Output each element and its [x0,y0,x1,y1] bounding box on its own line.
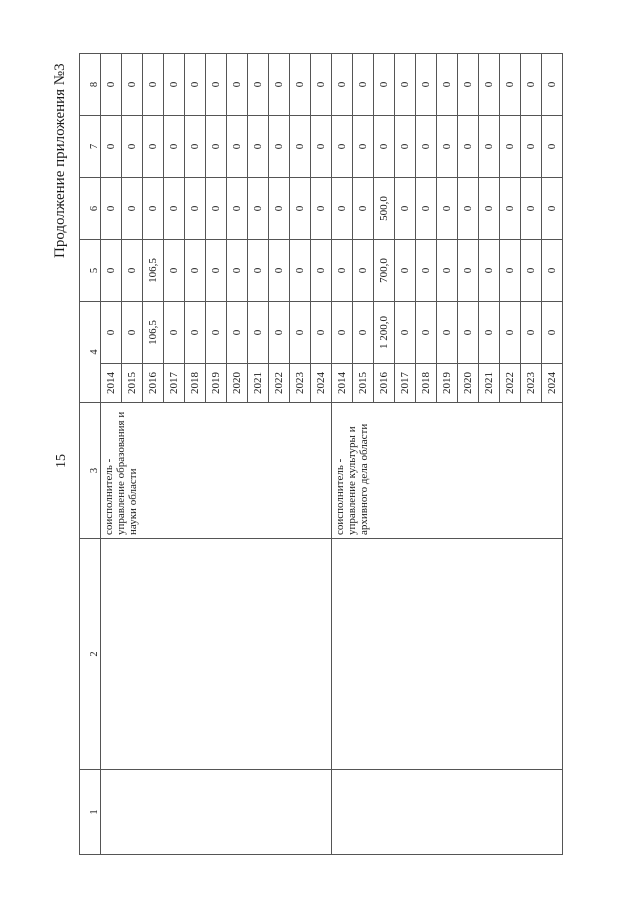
value-cell-c6: 0 [521,178,542,240]
value-cell-c4: 0 [395,302,416,364]
year-cell: 2020 [458,364,479,403]
header-cell-5: 5 [80,240,101,302]
value-cell-c4: 1 200,0 [374,302,395,364]
value-cell-c8: 0 [290,54,311,116]
value-cell-c7: 0 [332,116,353,178]
header-cell-7: 7 [80,116,101,178]
year-cell: 2019 [206,364,227,403]
value-cell-c4: 0 [542,302,563,364]
appendix-caption: Продолжение приложения №3 [52,63,68,258]
value-cell-c8: 0 [206,54,227,116]
year-cell: 2018 [185,364,206,403]
value-cell-c5: 0 [101,240,122,302]
value-cell-c4: 0 [269,302,290,364]
value-cell-c4: 0 [479,302,500,364]
year-cell: 2019 [437,364,458,403]
value-cell-c8: 0 [521,54,542,116]
header-cell-1: 1 [80,770,101,855]
value-cell-c5: 0 [269,240,290,302]
value-cell-c7: 0 [353,116,374,178]
value-cell-c5: 0 [164,240,185,302]
value-cell-c7: 0 [143,116,164,178]
value-cell-c5: 700,0 [374,240,395,302]
value-cell-c5: 0 [395,240,416,302]
value-cell-c5: 0 [437,240,458,302]
value-cell-c6: 0 [353,178,374,240]
budget-table [79,53,563,855]
value-cell-c7: 0 [374,116,395,178]
year-cell: 2016 [143,364,164,403]
value-cell-c6: 0 [437,178,458,240]
value-cell-c4: 0 [437,302,458,364]
value-cell-c8: 0 [500,54,521,116]
value-cell-c4: 0 [311,302,332,364]
value-cell-c8: 0 [374,54,395,116]
value-cell-c4: 0 [290,302,311,364]
value-cell-c6: 0 [458,178,479,240]
value-cell-c5: 106,5 [143,240,164,302]
value-cell-c7: 0 [290,116,311,178]
value-cell-c7: 0 [458,116,479,178]
value-cell-c5: 0 [248,240,269,302]
executor-cell: соисполнитель - управление образования и науки области [101,403,332,539]
executor-cell: соисполнитель - управление культуры и архивного дела области [332,403,563,539]
value-cell-c8: 0 [311,54,332,116]
value-cell-c4: 0 [521,302,542,364]
header-cell-8: 8 [80,54,101,116]
value-cell-c5: 0 [479,240,500,302]
year-cell: 2017 [164,364,185,403]
year-cell: 2014 [332,364,353,403]
value-cell-c7: 0 [206,116,227,178]
value-cell-c7: 0 [416,116,437,178]
value-cell-c8: 0 [101,54,122,116]
table-row [332,54,353,855]
value-cell-c4: 0 [353,302,374,364]
value-cell-c5: 0 [206,240,227,302]
value-cell-c6: 0 [542,178,563,240]
year-cell: 2016 [374,364,395,403]
value-cell-c4: 0 [500,302,521,364]
value-cell-c8: 0 [458,54,479,116]
value-cell-c7: 0 [479,116,500,178]
value-cell-c6: 0 [416,178,437,240]
value-cell-c8: 0 [227,54,248,116]
value-cell-c6: 0 [164,178,185,240]
header-row [80,54,101,855]
value-cell-c8: 0 [395,54,416,116]
year-cell: 2023 [521,364,542,403]
value-cell-c8: 0 [122,54,143,116]
year-cell: 2017 [395,364,416,403]
value-cell-c4: 0 [101,302,122,364]
year-cell: 2015 [122,364,143,403]
value-cell-c5: 0 [500,240,521,302]
value-cell-c4: 0 [332,302,353,364]
value-cell-c7: 0 [185,116,206,178]
value-cell-c6: 0 [395,178,416,240]
value-cell-c8: 0 [332,54,353,116]
value-cell-c6: 0 [206,178,227,240]
value-cell-c8: 0 [248,54,269,116]
value-cell-c6: 0 [269,178,290,240]
value-cell-c4: 0 [206,302,227,364]
header-cell-4: 4 [80,302,101,403]
value-cell-c6: 0 [227,178,248,240]
value-cell-c5: 0 [311,240,332,302]
year-cell: 2018 [416,364,437,403]
value-cell-c6: 0 [500,178,521,240]
value-cell-c8: 0 [185,54,206,116]
value-cell-c7: 0 [164,116,185,178]
page-number: 15 [54,454,69,468]
year-cell: 2023 [290,364,311,403]
value-cell-c6: 0 [311,178,332,240]
year-cell: 2015 [353,364,374,403]
value-cell-c5: 0 [521,240,542,302]
col1-cell [332,770,563,855]
header-cell-3: 3 [80,403,101,539]
table-row [101,54,122,855]
value-cell-c7: 0 [437,116,458,178]
value-cell-c7: 0 [248,116,269,178]
value-cell-c7: 0 [542,116,563,178]
year-cell: 2022 [500,364,521,403]
value-cell-c5: 0 [353,240,374,302]
col1-cell [101,770,332,855]
col2-cell [332,539,563,770]
value-cell-c8: 0 [437,54,458,116]
value-cell-c7: 0 [269,116,290,178]
value-cell-c7: 0 [521,116,542,178]
value-cell-c5: 0 [542,240,563,302]
value-cell-c4: 0 [227,302,248,364]
value-cell-c4: 0 [416,302,437,364]
value-cell-c6: 0 [290,178,311,240]
year-cell: 2020 [227,364,248,403]
value-cell-c6: 0 [101,178,122,240]
year-cell: 2021 [248,364,269,403]
value-cell-c6: 0 [248,178,269,240]
year-cell: 2024 [542,364,563,403]
value-cell-c5: 0 [416,240,437,302]
value-cell-c6: 0 [143,178,164,240]
value-cell-c8: 0 [353,54,374,116]
value-cell-c6: 0 [332,178,353,240]
value-cell-c7: 0 [395,116,416,178]
value-cell-c5: 0 [227,240,248,302]
col2-cell [101,539,332,770]
value-cell-c8: 0 [164,54,185,116]
value-cell-c5: 0 [185,240,206,302]
value-cell-c4: 0 [185,302,206,364]
value-cell-c5: 0 [458,240,479,302]
value-cell-c6: 0 [185,178,206,240]
header-cell-6: 6 [80,178,101,240]
value-cell-c7: 0 [101,116,122,178]
value-cell-c5: 0 [122,240,143,302]
value-cell-c6: 500,0 [374,178,395,240]
value-cell-c8: 0 [479,54,500,116]
value-cell-c4: 106,5 [143,302,164,364]
year-cell: 2024 [311,364,332,403]
value-cell-c7: 0 [311,116,332,178]
value-cell-c8: 0 [143,54,164,116]
year-cell: 2014 [101,364,122,403]
value-cell-c7: 0 [122,116,143,178]
value-cell-c8: 0 [269,54,290,116]
value-cell-c7: 0 [227,116,248,178]
value-cell-c6: 0 [479,178,500,240]
value-cell-c4: 0 [458,302,479,364]
header-cell-2: 2 [80,539,101,770]
table-body [101,54,563,855]
value-cell-c4: 0 [248,302,269,364]
year-cell: 2022 [269,364,290,403]
value-cell-c8: 0 [542,54,563,116]
value-cell-c4: 0 [122,302,143,364]
value-cell-c6: 0 [122,178,143,240]
value-cell-c5: 0 [290,240,311,302]
value-cell-c5: 0 [332,240,353,302]
value-cell-c4: 0 [164,302,185,364]
value-cell-c7: 0 [500,116,521,178]
value-cell-c8: 0 [416,54,437,116]
year-cell: 2021 [479,364,500,403]
